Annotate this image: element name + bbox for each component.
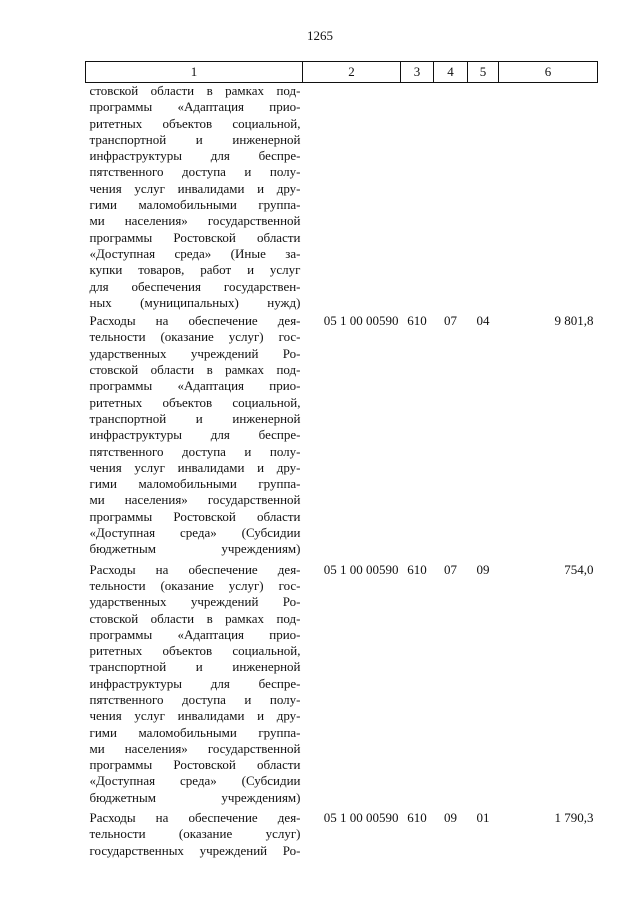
table-row (86, 808, 598, 861)
row-description: Расходы на обеспечение дея- тельности (оказание услуг) гос- ударственных учреждений Ро- стовской области в рамках под- программы «Адаптация прио- ритетных объектов социальной, транспортной и инженерной инфраструктуры для беспре- пятственного доступа и полу- чения услуг инвалидами и дру- гими маломобильными группа- ми населения» государственной программы Ростовской области «Доступная среда» (Субсидии бюджетным учреждениям) (89, 313, 301, 557)
row-vr-code: 610 (407, 313, 427, 329)
row-vr-code (401, 83, 434, 312)
row-rz-code: 09 (444, 810, 457, 826)
row-csr-code: 05 1 00 00590 (323, 313, 399, 329)
table-row (86, 311, 598, 559)
row-csr-code: 05 1 00 00590 (323, 561, 399, 577)
row-sum: 754,0 (564, 561, 594, 577)
header-col-5: 5 (468, 62, 499, 83)
table-row (86, 83, 598, 312)
row-csr-code: 05 1 00 00590 (323, 810, 399, 826)
header-col-3: 3 (401, 62, 434, 83)
header-col-2: 2 (303, 62, 401, 83)
row-sum (499, 83, 598, 312)
row-vr-code: 610 (407, 561, 427, 577)
page-number: 1265 (307, 28, 333, 43)
table-header-row (86, 62, 598, 83)
row-pr-code (468, 83, 499, 312)
row-description: Расходы на обеспечение дея- тельности (оказание услуг) государственных учреждений Ро- (89, 810, 301, 858)
budget-table (85, 61, 598, 861)
row-pr-code: 09 (476, 561, 490, 577)
row-csr-code (303, 83, 401, 312)
row-vr-code: 610 (407, 810, 427, 826)
row-description: стовской области в рамках под- программы «Адаптация прио- ритетных объектов социальной, транспортной и инженерной инфраструктуры для беспре- пятственного доступа и полу- чения услуг инвалидами и дру- гими маломобильными группа- ми населения» государственной программы Ростовской области «Доступная среда» (Иные за- купки товаров, работ и услуг для обеспечения государствен- ных (муниципальных) нужд) (89, 83, 301, 310)
row-sum: 9 801,8 (554, 313, 594, 329)
header-col-1: 1 (86, 62, 303, 83)
row-rz-code (434, 83, 468, 312)
header-col-6: 6 (499, 62, 598, 83)
row-pr-code: 04 (476, 313, 490, 329)
row-description: Расходы на обеспечение дея- тельности (оказание услуг) гос- ударственных учреждений Ро- стовской области в рамках под- программы «Адаптация прио- ритетных объектов социальной, транспортной и инженерной инфраструктуры для беспре- пятственного доступа и полу- чения услуг инвалидами и дру- гими маломобильными группа- ми населения» государственной программы Ростовской области «Доступная среда» (Субсидии бюджетным учреждениям) (89, 561, 301, 805)
table-row (86, 560, 598, 808)
row-pr-code: 01 (476, 810, 490, 826)
row-rz-code: 07 (444, 313, 457, 329)
header-col-4: 4 (434, 62, 468, 83)
row-rz-code: 07 (444, 561, 457, 577)
row-sum: 1 790,3 (554, 810, 594, 826)
